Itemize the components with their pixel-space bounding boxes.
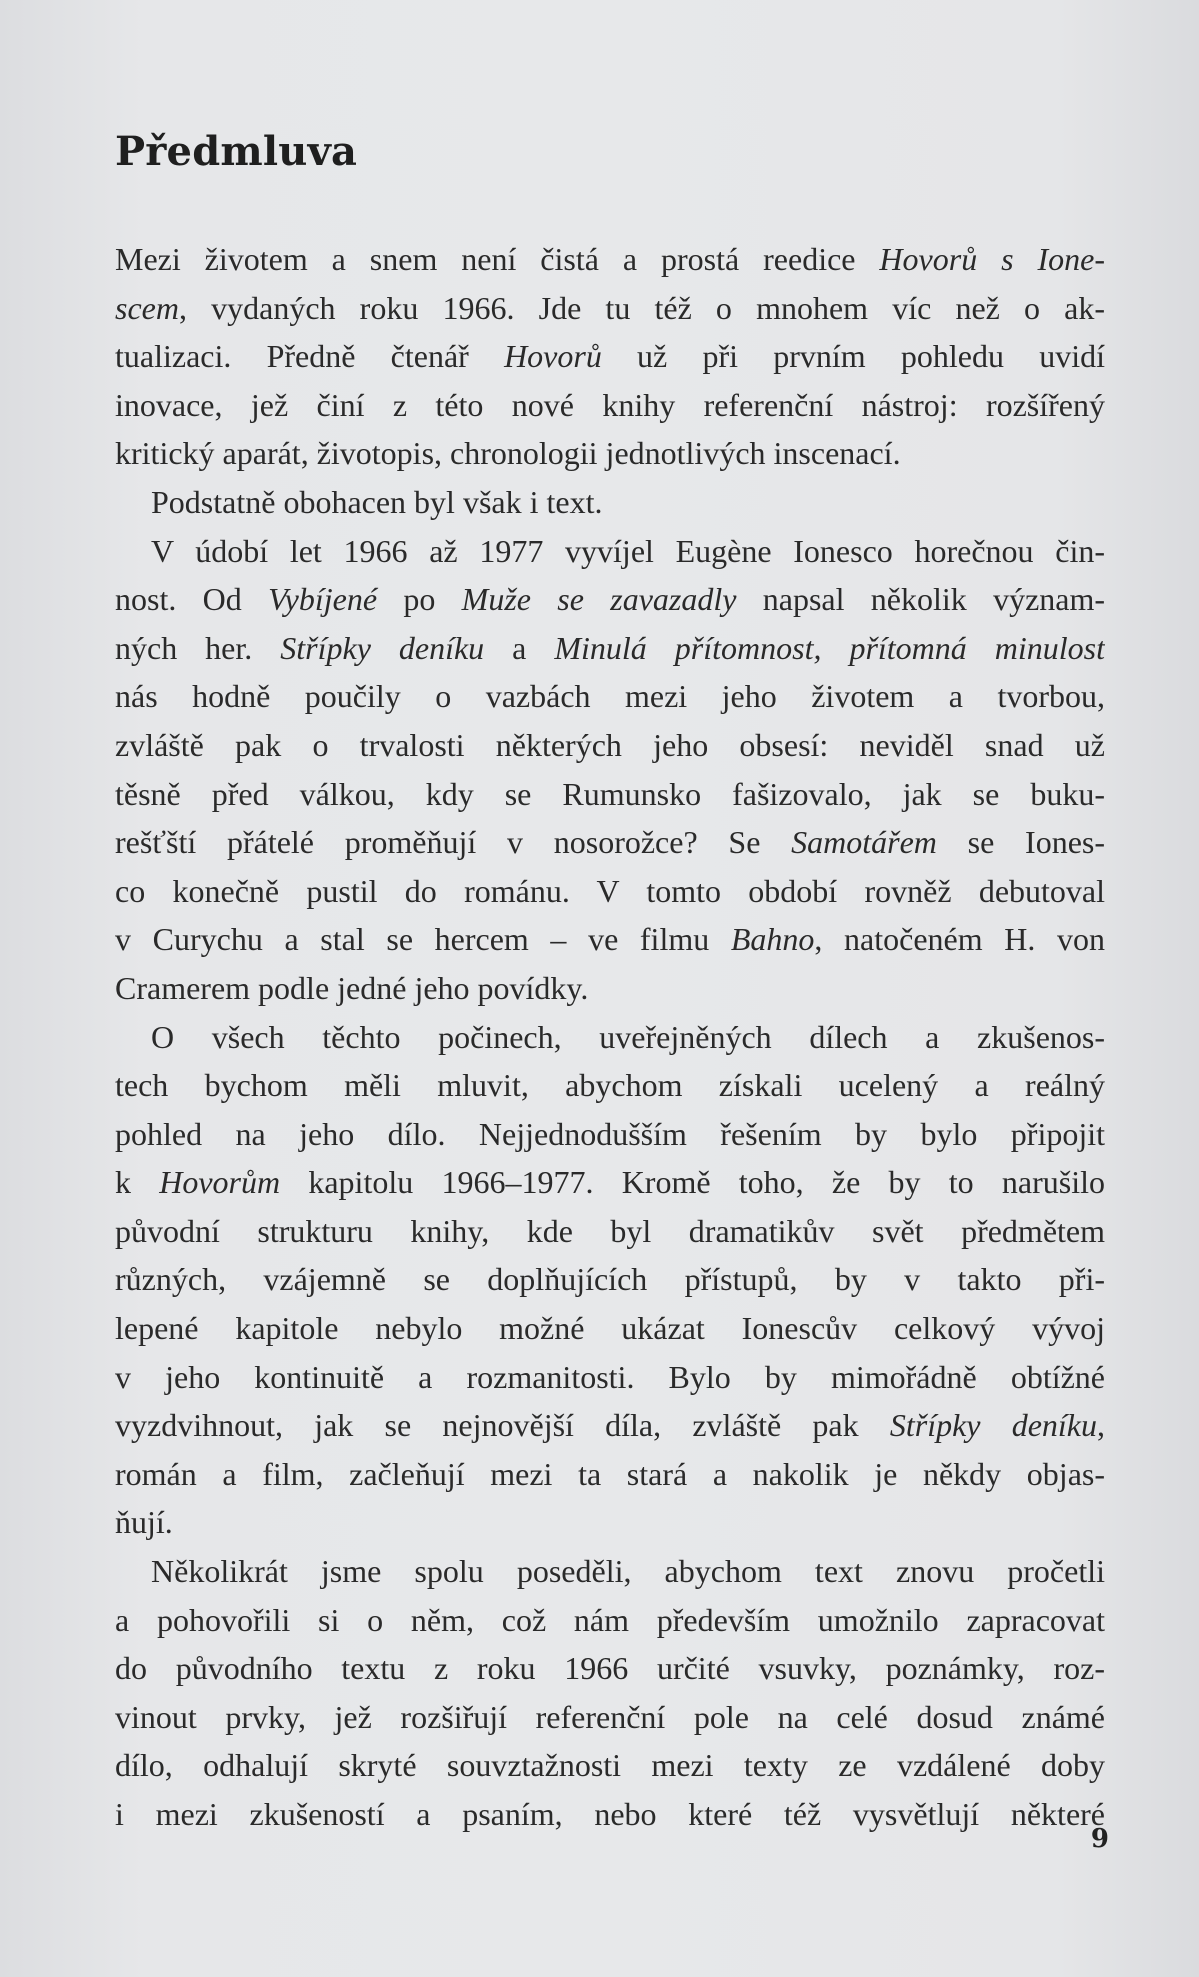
text-line bbox=[115, 818, 1105, 867]
text-line bbox=[115, 1498, 1105, 1547]
italic-title: Bahno bbox=[730, 921, 815, 958]
chapter-heading: Předmluva bbox=[115, 128, 358, 175]
text-run: V údobí let 1966 až 1977 vyvíjel Eugène Ionesco horečnou čin- bbox=[151, 532, 1105, 569]
text-run: různých, vzájemně se doplňujících přístupů, by v takto při- bbox=[115, 1261, 1105, 1298]
text-run: původní strukturu knihy, kde byl dramatikův svět předmětem bbox=[115, 1212, 1105, 1249]
text-line bbox=[115, 527, 1105, 576]
text-line bbox=[115, 235, 1105, 284]
text-run: po bbox=[377, 581, 462, 618]
text-run: a bbox=[484, 629, 555, 666]
text-run: tech bychom měli mluvit, abychom získali ucelený a reálný bbox=[115, 1067, 1105, 1104]
text-run: ných her. bbox=[115, 629, 281, 666]
text-run: rešťští přátelé proměňují v nosorožce? Se bbox=[115, 824, 792, 861]
text-line bbox=[115, 1401, 1105, 1450]
text-line bbox=[115, 1596, 1105, 1645]
text-line bbox=[115, 478, 1105, 527]
italic-title: Vybíjené bbox=[268, 581, 378, 618]
text-run: ňují. bbox=[115, 1504, 173, 1541]
text-line bbox=[115, 1644, 1105, 1693]
text-run: Několikrát jsme spolu poseděli, abychom text znovu pročetli bbox=[151, 1553, 1105, 1590]
italic-title: Hovorům bbox=[159, 1164, 281, 1201]
text-run: nost. Od bbox=[115, 581, 269, 618]
text-run: do původního textu z roku 1966 určité vsuvky, poznámky, roz- bbox=[115, 1650, 1105, 1687]
text-run: co konečně pustil do románu. V tomto období rovněž debutoval bbox=[115, 872, 1105, 909]
text-line bbox=[115, 575, 1105, 624]
text-line bbox=[115, 624, 1105, 673]
text-run: Podstatně obohacen byl však i text. bbox=[151, 483, 603, 520]
text-line bbox=[115, 284, 1105, 333]
italic-title: Hovorů s Ione- bbox=[879, 241, 1105, 277]
text-line bbox=[115, 332, 1105, 381]
text-run: už při prvním pohledu uvidí bbox=[601, 338, 1105, 375]
text-run: pohled na jeho dílo. Nejjednodušším řešením by bylo připojit bbox=[115, 1115, 1105, 1152]
text-run: , natočeném H. von bbox=[814, 921, 1105, 958]
text-run: tualizaci. Předně čtenář bbox=[115, 338, 505, 375]
text-line bbox=[115, 1790, 1105, 1839]
text-run: v Curychu a stal se hercem – ve filmu bbox=[115, 921, 731, 958]
text-run: O všech těchto počinech, uveřejněných dílech a zkušenos- bbox=[151, 1018, 1105, 1055]
italic-title: Střípky deníku bbox=[280, 629, 485, 666]
text-run: i mezi zkušeností a psaním, nebo které též vysvětlují některé bbox=[115, 1796, 1105, 1832]
text-run: Cramerem podle jedné jeho povídky. bbox=[115, 969, 589, 1006]
text-line bbox=[115, 381, 1105, 430]
text-line bbox=[115, 672, 1105, 721]
text-line bbox=[115, 1158, 1105, 1207]
italic-title: Muže se zavazadly bbox=[461, 581, 737, 618]
italic-title: Minulá přítomnost, přítomná minulost bbox=[554, 629, 1105, 666]
text-run: , vydaných roku 1966. Jde tu též o mnohem víc než o ak- bbox=[178, 289, 1105, 326]
text-line bbox=[115, 1450, 1105, 1499]
text-line bbox=[115, 1110, 1105, 1159]
text-run: román a film, začleňují mezi ta stará a nakolik je někdy objas- bbox=[115, 1455, 1105, 1492]
text-line bbox=[115, 1061, 1105, 1110]
text-run: v jeho kontinuitě a rozmanitosti. Bylo by mimořádně obtížné bbox=[115, 1358, 1105, 1395]
text-run: lepené kapitole nebylo možné ukázat Ionescův celkový vývoj bbox=[115, 1310, 1105, 1347]
text-run: těsně před válkou, kdy se Rumunsko fašizovalo, jak se buku- bbox=[115, 775, 1105, 812]
italic-title: scem bbox=[115, 289, 179, 326]
text-line bbox=[115, 1013, 1105, 1062]
text-line bbox=[115, 1741, 1105, 1790]
text-run: kritický aparát, životopis, chronologii jednotlivých inscenací. bbox=[115, 435, 901, 472]
italic-title: Hovorů bbox=[504, 338, 602, 375]
text-line bbox=[115, 915, 1105, 964]
text-run: napsal několik význam- bbox=[736, 581, 1105, 618]
text-run: vyzdvihnout, jak se nejnovější díla, zvláště pak bbox=[115, 1407, 890, 1444]
text-line bbox=[115, 1255, 1105, 1304]
text-line bbox=[115, 721, 1105, 770]
text-line bbox=[115, 1207, 1105, 1256]
text-run: nás hodně poučily o vazbách mezi jeho životem a tvorbou, bbox=[115, 678, 1105, 715]
page-number: 9 bbox=[1090, 1824, 1109, 1854]
text-run: a pohovořili si o něm, což nám především umožnilo zapracovat bbox=[115, 1601, 1105, 1638]
text-line bbox=[115, 1353, 1105, 1402]
italic-title: Samotářem bbox=[791, 824, 937, 861]
text-line bbox=[115, 867, 1105, 916]
body-text bbox=[115, 235, 1105, 1839]
text-run: se Iones- bbox=[936, 824, 1105, 861]
text-line bbox=[115, 1547, 1105, 1596]
italic-title: Střípky deníku bbox=[889, 1407, 1098, 1444]
text-line bbox=[115, 1304, 1105, 1353]
text-run: inovace, jež činí z této nové knihy referenční nástroj: rozšířený bbox=[115, 386, 1105, 423]
text-run: Mezi životem a snem není čistá a prostá reedice bbox=[115, 241, 880, 277]
text-line bbox=[115, 429, 1105, 478]
text-line bbox=[115, 1693, 1105, 1742]
text-run: vinout prvky, jež rozšiřují referenční pole na celé dosud známé bbox=[115, 1698, 1105, 1735]
text-line bbox=[115, 770, 1105, 819]
text-line bbox=[115, 964, 1105, 1013]
text-run: k bbox=[115, 1164, 160, 1201]
text-run: dílo, odhalují skryté souvztažnosti mezi texty ze vzdálené doby bbox=[115, 1747, 1105, 1784]
text-run: , bbox=[1097, 1407, 1105, 1444]
text-run: zvláště pak o trvalosti některých jeho obsesí: neviděl snad už bbox=[115, 726, 1105, 763]
text-run: kapitolu 1966–1977. Kromě toho, že by to narušilo bbox=[280, 1164, 1105, 1201]
